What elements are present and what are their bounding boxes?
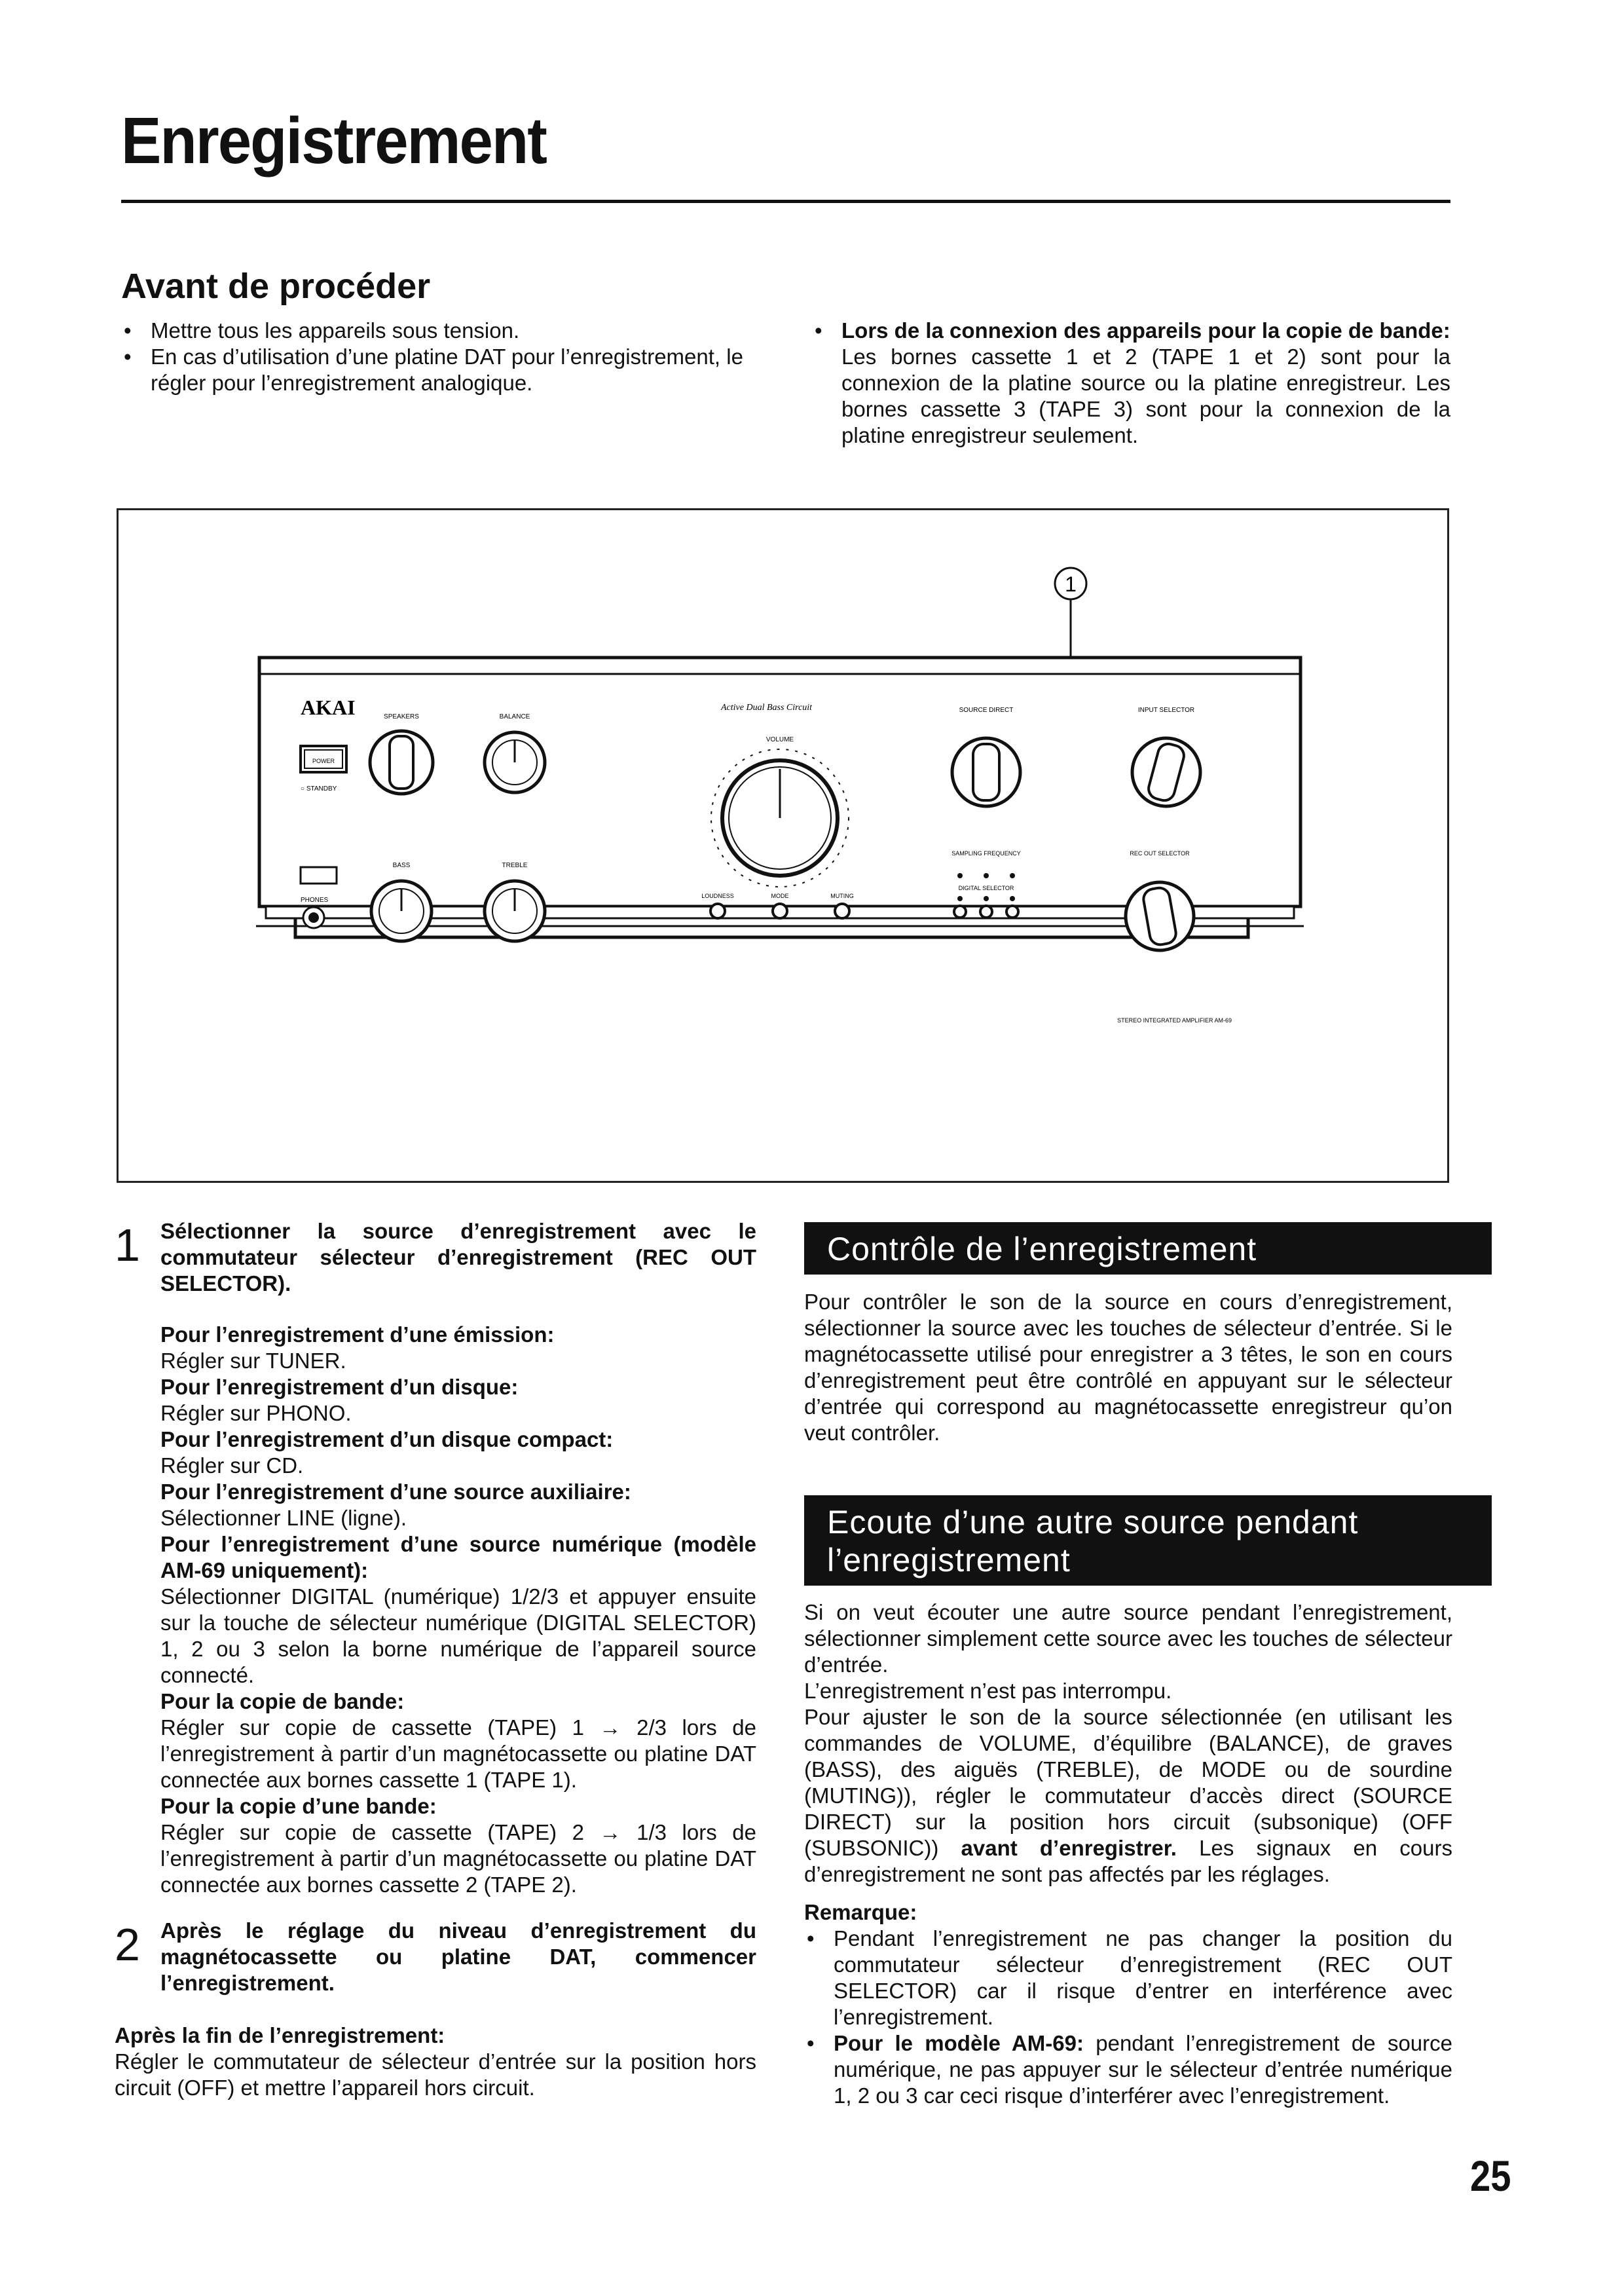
after-recording (115, 2023, 756, 2101)
digital-button-3 (1006, 906, 1018, 918)
step-1-heading: Sélectionner la source d’enregistrement avec le commutateur sélecteur d’enregistrement (REC OUT SELECTOR). (160, 1219, 756, 1296)
item-text: Sélectionner LINE (ligne). (160, 1506, 407, 1530)
before-right-column (812, 318, 1450, 449)
item-text: Régler sur PHONO. (160, 1401, 352, 1425)
remote-sensor (301, 867, 337, 884)
bass-label: BASS (392, 862, 411, 869)
callout-number: 1 (1065, 572, 1077, 596)
listen-section (804, 1599, 1452, 2109)
page-number: 25 (1470, 2152, 1511, 2200)
item-digital (160, 1531, 756, 1688)
amplifier-figure (117, 508, 1449, 1183)
note-2-text: pendant l’enregistrement de source numérique, ne pas appuyer sur le sélecteur d’entrée numérique 1, 2 ou 3 car ceci risque d’interférer avec l’enregistrement. (834, 2031, 1452, 2108)
page-title: Enregistrement (121, 104, 547, 177)
mode-label: MODE (771, 893, 789, 899)
listen-p3 (804, 1704, 1452, 1888)
loudness-button (710, 904, 725, 918)
script-logo: Active Dual Bass Circuit (721, 703, 813, 713)
item-head: Pour l’enregistrement d’une source auxiliaire: (160, 1480, 631, 1504)
source-direct-label: SOURCE DIRECT (959, 707, 1014, 714)
step-1 (115, 1218, 756, 1297)
digital-button-1 (954, 906, 966, 918)
item-disque (160, 1374, 756, 1426)
control-banner: Contrôle de l’enregistrement (804, 1222, 1492, 1275)
akai-logo: AKAI (301, 696, 356, 719)
note-2-bold: Pour le modèle AM-69: (834, 2031, 1084, 2055)
speakers-knob (370, 731, 433, 794)
before-bullet-3 (812, 318, 1450, 449)
item-head: Pour la copie de bande: (160, 1689, 405, 1713)
listen-p3b: avant d’enregistrer. (961, 1836, 1177, 1860)
mode-button (773, 904, 787, 918)
before-left-column (121, 318, 763, 396)
item-head: Pour l’enregistrement d’un disque: (160, 1375, 519, 1399)
standby-label: ○ STANDBY (301, 785, 337, 792)
rec-out-selector-knob (1126, 882, 1194, 950)
item-text: Régler sur copie de cassette (TAPE) 1 → 2/3 lors de l’enregistrement à partir d’un magnétocassette ou platine DAT connectée aux bornes cassette 1 (TAPE 1). (160, 1715, 756, 1792)
digital-selector-label: DIGITAL SELECTOR (958, 885, 1014, 891)
amplifier-drawing (119, 510, 1451, 1185)
volume-label: VOLUME (766, 736, 794, 743)
steps-column (115, 1218, 756, 2101)
input-selector-label: INPUT SELECTOR (1137, 707, 1195, 714)
item-head: Pour l’enregistrement d’une source numérique (modèle AM-69 uniquement): (160, 1532, 756, 1582)
item-aux (160, 1479, 756, 1531)
item-text: Régler sur TUNER. (160, 1349, 346, 1373)
connection-text: Les bornes cassette 1 et 2 (TAPE 1 et 2) sont pour la connexion de la platine source ou la platine enregistreur. Les bornes cassette 3 (TAPE 3) sont pour la connexion de la platine enregistreur seulement. (841, 345, 1450, 447)
item-tape1 (160, 1688, 756, 1793)
listen-p2: L’enregistrement n’est pas interrompu. (804, 1679, 1172, 1703)
connection-title: Lors de la connexion des appareils pour la copie de bande: (841, 318, 1450, 343)
item-text: Sélectionner DIGITAL (numérique) 1/2/3 et appuyer ensuite sur la touche de sélecteur numérique (DIGITAL SELECTOR) 1, 2 ou 3 selon la borne numérique de l’appareil source connecté. (160, 1584, 756, 1687)
item-tape2 (160, 1793, 756, 1898)
item-emission (160, 1322, 756, 1374)
source-direct-knob (952, 738, 1020, 806)
treble-label: TREBLE (502, 862, 528, 869)
rec-out-selector-label: REC OUT SELECTOR (1130, 850, 1190, 857)
control-text: Pour contrôler le son de la source en cours d’enregistrement, sélectionner la source avec les touches de sélecteur d’entrée. Si le magnétocassette utilisé pour enregistrer a 3 têtes, le son en cours d’enregistrement peut être contrôlé en appuyant sur le sélecteur d’entrée qui correspond au magnétocassette enregistreur qu’on veut contrôler. (804, 1290, 1452, 1445)
item-text: Régler sur CD. (160, 1453, 304, 1478)
sampling-frequency-label: SAMPLING FREQUENCY (951, 850, 1021, 857)
listen-p3a: Pour ajuster le son de la source sélectionnée (en utilisant les commandes de VOLUME, d’équilibre (BALANCE), de graves (BASS), des aiguës (TREBLE), de MODE ou de sourdine (MUTING)), régler le commutateur d’accès direct (SOURCE DIRECT) sur la position hors circuit (subsonique) (OFF (SUBSONIC)) (804, 1705, 1452, 1860)
model-label: STEREO INTEGRATED AMPLIFIER AM-69 (1117, 1017, 1232, 1024)
muting-label: MUTING (830, 893, 854, 899)
step-2-number: 2 (115, 1919, 140, 1970)
listen-banner: Ecoute d’une autre source pendant l’enregistrement (804, 1495, 1492, 1586)
section-heading-before: Avant de procéder (121, 267, 431, 306)
power-label: POWER (312, 758, 335, 764)
after-text: Régler le commutateur de sélecteur d’entrée sur la position hors circuit (OFF) et mettre l’appareil hors circuit. (115, 2049, 756, 2100)
after-heading: Après la fin de l’enregistrement: (115, 2023, 445, 2047)
loudness-label: LOUDNESS (701, 893, 734, 899)
note-heading: Remarque: (804, 1900, 917, 1924)
item-text: Régler sur copie de cassette (TAPE) 2 → 1/3 lors de l’enregistrement à partir d’un magnétocassette ou platine DAT connectée aux bornes cassette 2 (TAPE 2). (160, 1820, 756, 1897)
item-head: Pour l’enregistrement d’une émission: (160, 1322, 555, 1347)
phones-label: PHONES (301, 897, 329, 904)
step-1-number: 1 (115, 1220, 140, 1271)
title-rule (121, 200, 1450, 203)
muting-button (835, 904, 849, 918)
before-bullet-2: • En cas d’utilisation d’une platine DAT pour l’enregistrement, le régler pour l’enregistrement analogique. (121, 344, 763, 396)
item-head: Pour la copie d’une bande: (160, 1794, 437, 1818)
listen-p1: Si on veut écouter une autre source pendant l’enregistrement, sélectionner simplement cette source avec les touches de sélecteur d’entrée. (804, 1600, 1452, 1677)
listen-p3c: Les signaux en cours d’enregistrement ne sont pas affectés par les réglages. (804, 1836, 1453, 1886)
before-bullet-1: • Mettre tous les appareils sous tension. (121, 318, 763, 344)
speakers-label: SPEAKERS (384, 713, 419, 720)
step-1-items (160, 1322, 756, 1898)
note-bullet-1: • Pendant l’enregistrement ne pas changer la position du commutateur sélecteur d’enregistrement (REC OUT SELECTOR) car il risque d’entrer en interférence avec l’enregistrement. (804, 1926, 1452, 2030)
note-bullet-2 (804, 2030, 1452, 2109)
digital-button-2 (980, 906, 992, 918)
item-head: Pour l’enregistrement d’un disque compact: (160, 1427, 614, 1451)
step-2-heading: Après le réglage du niveau d’enregistrement du magnétocassette ou platine DAT, commencer l’enregistrement. (160, 1918, 756, 1995)
input-selector-knob (1132, 738, 1200, 806)
step-2 (115, 1918, 756, 1996)
item-cd (160, 1426, 756, 1479)
balance-label: BALANCE (499, 713, 530, 720)
